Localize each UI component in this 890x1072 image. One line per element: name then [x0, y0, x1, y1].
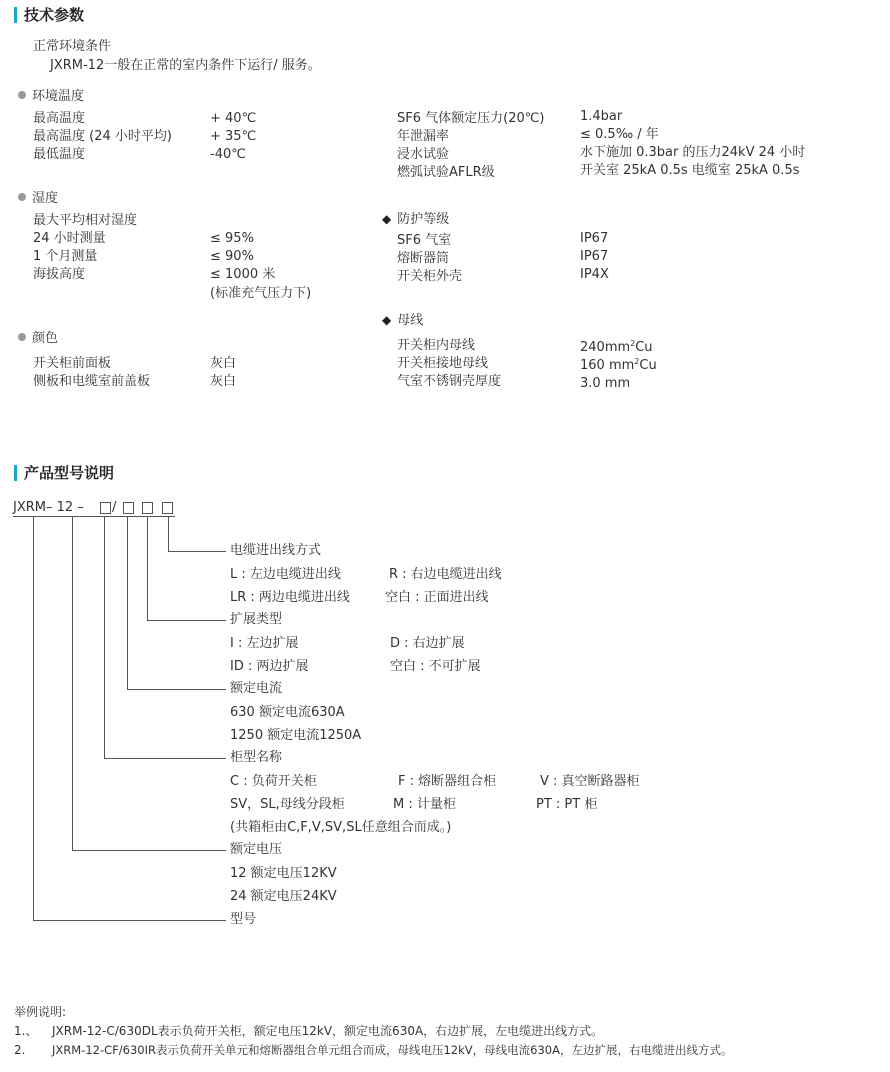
section-title-bar: [14, 465, 17, 481]
color-label: 开关柜前面板: [33, 356, 112, 371]
humidity-label: 24 小时测量: [33, 231, 106, 246]
bracket-line-current: [127, 689, 226, 690]
extension-option: ID : 两边扩展: [230, 659, 309, 674]
sf6-label: 年泄漏率: [397, 129, 450, 144]
bullet-dot-icon: [18, 193, 26, 201]
section-title-tech-params: 技术参数: [24, 6, 85, 24]
busbar-label: 气室不锈钢壳厚度: [397, 374, 502, 389]
bullet-dot-icon: [18, 91, 26, 99]
diamond-bullet-icon: ◆: [382, 212, 392, 226]
cabinet-option: SV，SL,母线分段柜: [230, 797, 345, 812]
protection-value: IP4X: [580, 267, 609, 282]
current-option: 1250 额定电流1250A: [230, 728, 362, 743]
color-value: 灰白: [210, 356, 237, 371]
sf6-value: 水下施加 0.3bar 的压力24kV 24 小时: [580, 145, 806, 160]
cabinet-option: PT : PT 柜: [536, 797, 598, 812]
sf6-label: 浸水试验: [397, 147, 450, 162]
extension-option: I : 左边扩展: [230, 636, 299, 651]
bracket-line-extension: [147, 516, 148, 620]
protection-label: SF6 气室: [397, 233, 452, 248]
env-heading: 正常环境条件: [33, 39, 112, 54]
bracket-line-cabinet: [104, 516, 105, 758]
bracket-line-cable: [168, 551, 226, 552]
busbar-label: 开关柜内母线: [397, 338, 476, 353]
placeholder-box: [162, 502, 173, 514]
sf6-label: SF6 气体额定压力(20℃): [397, 111, 545, 126]
temp-value: + 40℃: [210, 111, 257, 126]
current-option: 630 额定电流630A: [230, 705, 345, 720]
humidity-heading: 湿度: [18, 190, 58, 208]
protection-label: 熔断器筒: [397, 251, 450, 266]
sf6-value: 1.4bar: [580, 109, 623, 124]
bracket-line-voltage: [72, 850, 226, 851]
example-text: JXRM-12-C/630DL表示负荷开关柜，额定电压12kV，额定电流630A，右边扩展，左电缆进出线方式。: [52, 1024, 604, 1038]
voltage-title: 额定电压: [230, 842, 283, 857]
busbar-heading: ◆ 母线: [382, 313, 424, 328]
example-text: JXRM-12-CF/630IR表示负荷开关单元和熔断器组合单元组合而成，母线电压12kV，母线电流630A，左边扩展，右电缆进出线方式。: [52, 1043, 733, 1057]
protection-label: 开关柜外壳: [397, 269, 463, 284]
bracket-line-current: [127, 516, 128, 689]
color-label: 侧板和电缆室前盖板: [33, 374, 151, 389]
current-title: 额定电流: [230, 681, 283, 696]
cable-option: R : 右边电缆进出线: [389, 567, 502, 582]
humidity-label: 1 个月测量: [33, 249, 98, 264]
busbar-value: 3.0 mm: [580, 376, 631, 391]
section-title-model-desc: 产品型号说明: [24, 464, 115, 482]
temp-label: 最高温度: [33, 111, 86, 126]
env-description: JXRM-12一般在正常的室内条件下运行/ 服务。: [50, 58, 321, 73]
cabinet-option: M : 计量柜: [393, 797, 456, 812]
protection-value: IP67: [580, 249, 609, 264]
placeholder-box: [123, 502, 134, 514]
cabinet-option: C : 负荷开关柜: [230, 774, 317, 789]
model-code: JXRM– 12 –: [13, 500, 84, 515]
bracket-line-model: [33, 920, 226, 921]
cabinet-note: (共箱柜由C,F,V,SV,SL任意组合而成。): [230, 820, 452, 835]
protection-value: IP67: [580, 231, 609, 246]
model-underline: [13, 516, 175, 517]
bracket-line-extension: [147, 620, 226, 621]
example-number: 1.、: [14, 1024, 38, 1038]
model-title: 型号: [230, 912, 257, 927]
humidity-note: (标准充气压力下): [210, 286, 312, 301]
extension-option: 空白 : 不可扩展: [390, 659, 481, 674]
voltage-option: 24 额定电压24KV: [230, 889, 337, 904]
diamond-bullet-icon: ◆: [382, 313, 392, 327]
humidity-value: ≤ 90%: [210, 249, 254, 264]
placeholder-box: [142, 502, 153, 514]
busbar-value: $240mm^2Cu$: [580, 339, 653, 355]
extension-title: 扩展类型: [230, 612, 283, 627]
sf6-label: 燃弧试验AFLR级: [397, 165, 495, 180]
humidity-label: 最大平均相对湿度: [33, 213, 138, 228]
cabinet-title: 柜型名称: [230, 750, 283, 765]
temp-label: 最低温度: [33, 147, 86, 162]
busbar-value: 160 $mm^2Cu$: [580, 357, 657, 373]
cabinet-option: V : 真空断路器柜: [540, 774, 640, 789]
section-title-bar: [14, 7, 17, 23]
humidity-value: ≤ 1000 米: [210, 267, 276, 282]
cable-title: 电缆进出线方式: [230, 543, 322, 558]
cable-option: LR : 两边电缆进出线: [230, 590, 350, 605]
voltage-option: 12 额定电压12KV: [230, 866, 337, 881]
humidity-value: ≤ 95%: [210, 231, 254, 246]
bracket-line-voltage: [72, 516, 73, 850]
bullet-dot-icon: [18, 333, 26, 341]
protection-heading: ◆ 防护等级: [382, 212, 450, 227]
cabinet-option: F : 熔断器组合柜: [398, 774, 497, 789]
model-slash: /: [112, 500, 117, 515]
humidity-label: 海拔高度: [33, 267, 86, 282]
temp-value: + 35℃: [210, 129, 257, 144]
temperature-heading: 环境温度: [18, 88, 84, 106]
busbar-label: 开关柜接地母线: [397, 356, 489, 371]
color-value: 灰白: [210, 374, 237, 389]
sf6-value: ≤ 0.5‰ / 年: [580, 127, 659, 142]
cable-option: L : 左边电缆进出线: [230, 567, 341, 582]
color-heading: 颜色: [18, 330, 58, 348]
extension-option: D : 右边扩展: [390, 636, 465, 651]
example-number: 2.: [14, 1043, 26, 1057]
temp-label: 最高温度 (24 小时平均): [33, 129, 172, 144]
bracket-line-model: [33, 516, 34, 920]
cable-option: 空白 : 正面进出线: [385, 590, 489, 605]
sf6-value: 开关室 25kA 0.5s 电缆室 25kA 0.5s: [580, 163, 800, 178]
bracket-line-cable: [168, 516, 169, 551]
placeholder-box: [100, 502, 111, 514]
examples-heading: 举例说明:: [14, 1005, 67, 1019]
bracket-line-cabinet: [104, 758, 226, 759]
temp-value: -40℃: [210, 147, 246, 162]
